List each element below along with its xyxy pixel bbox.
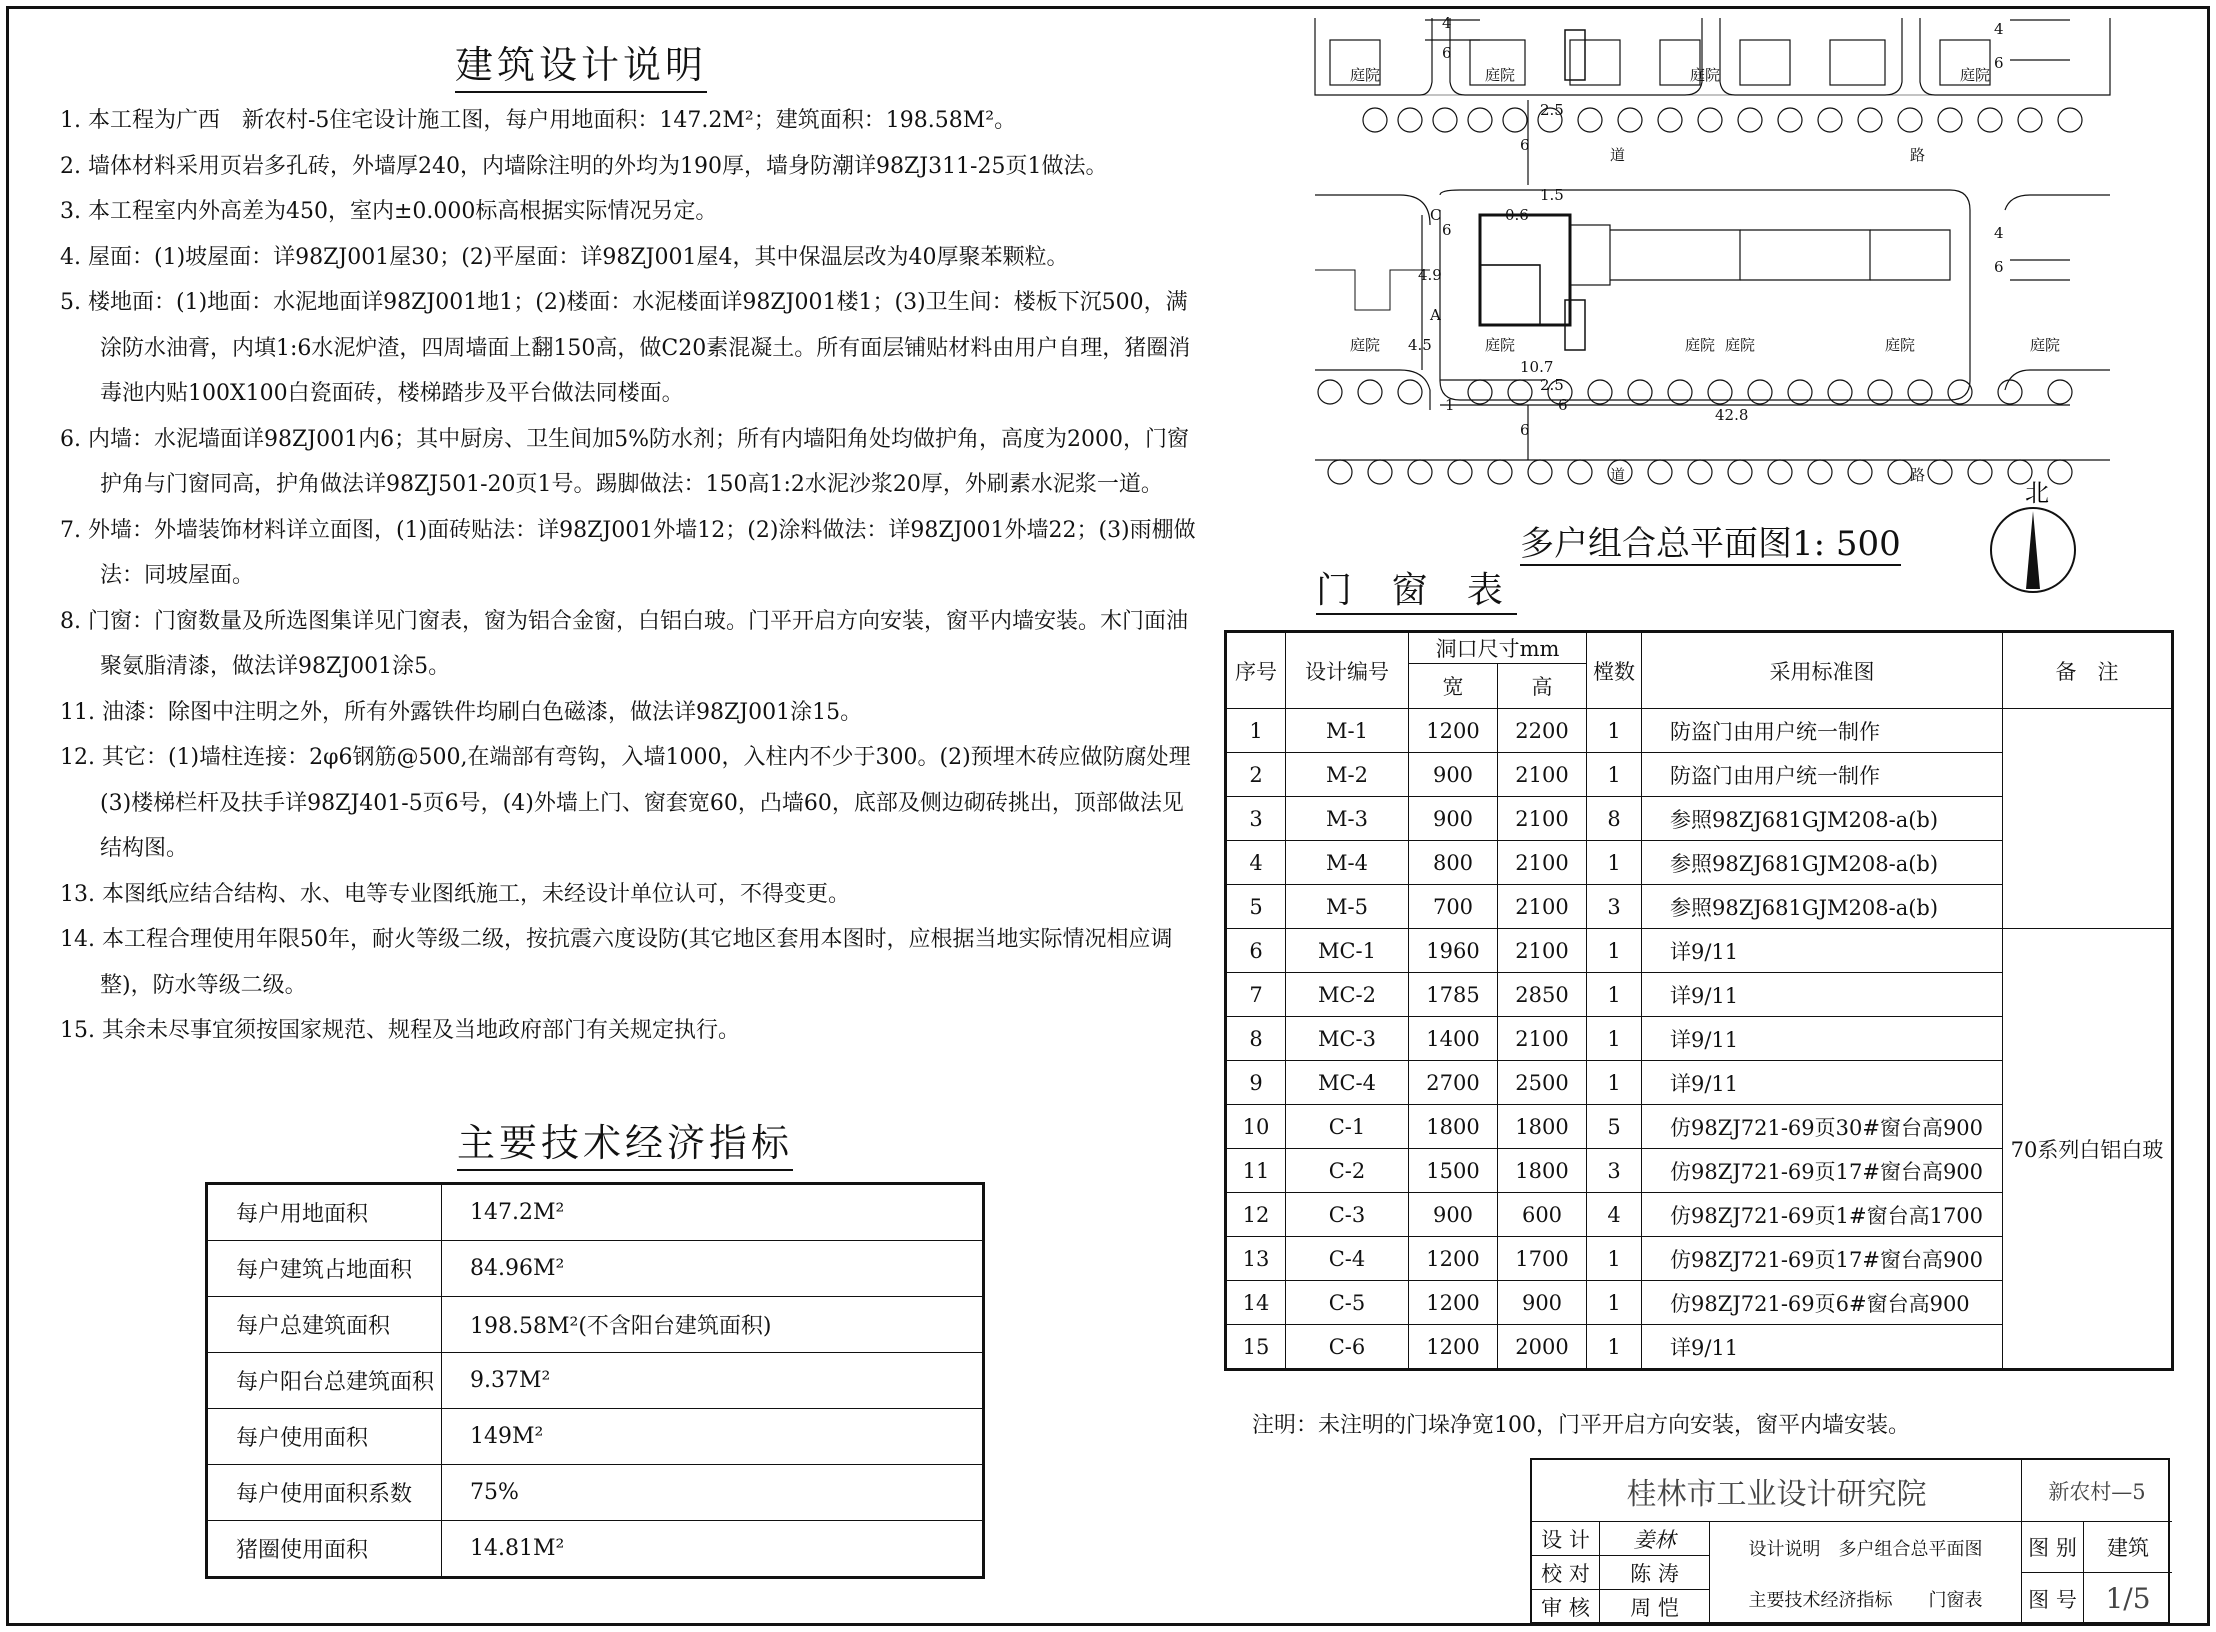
tree-icon <box>1938 108 1962 132</box>
standard-drawing: 详9/11 <box>1642 973 2003 1017</box>
count: 1 <box>1587 973 1642 1017</box>
dim-text: 42.8 <box>1715 406 1749 424</box>
design-code: C-1 <box>1286 1105 1409 1149</box>
count: 1 <box>1587 929 1642 973</box>
note-item: 15. 其余未尽事宜须按国家规范、规程及当地政府部门有关规定执行。 <box>60 1018 740 1043</box>
axis-1: 1 <box>1445 396 1455 414</box>
courtyard-label: 庭院 <box>1725 336 1756 354</box>
road-label: 道 <box>1610 146 1626 164</box>
dim-text: 6 <box>1442 221 1452 239</box>
indicator-name: 猪圈使用面积 <box>207 1521 442 1578</box>
site-plan-title: 多户组合总平面图1: 500 <box>1520 524 1901 564</box>
remark-window: 70系列白铝白玻 <box>2003 929 2173 1370</box>
opening-height: 2500 <box>1498 1061 1587 1105</box>
road-label: 路 <box>1910 466 1926 484</box>
opening-width: 1800 <box>1409 1105 1498 1149</box>
courtyard-label: 庭院 <box>1685 336 1716 354</box>
indicator-name: 每户使用面积 <box>207 1409 442 1465</box>
count: 1 <box>1587 753 1642 797</box>
standard-drawing: 详9/11 <box>1642 1061 2003 1105</box>
standard-drawing: 详9/11 <box>1642 1017 2003 1061</box>
header-code: 设计编号 <box>1286 632 1409 709</box>
table-row <box>207 1241 984 1297</box>
dim-text: 1.5 <box>1540 186 1564 204</box>
note-item: 12. 其它：(1)墙柱连接：2φ6钢筋@500,在端部有弯钩，入墙1000，入柱内不少于300。(2)预埋木砖应做防腐处理(3)楼梯栏杆及扶手详98ZJ401-5页6号，(4)外墙上门、窗套宽60，凸墙60，底部及侧边砌砖挑出，顶部做法见结构图。 <box>60 745 1191 861</box>
count: 3 <box>1587 885 1642 929</box>
dim-text: 6 <box>1994 258 2004 276</box>
courtyard-label: 庭院 <box>1690 66 1721 84</box>
dim-text: 4.5 <box>1408 336 1432 354</box>
title-block <box>1530 1458 2170 1624</box>
opening-height: 2100 <box>1498 753 1587 797</box>
tree-icon <box>1618 108 1642 132</box>
indicator-name: 每户用地面积 <box>207 1184 442 1241</box>
count: 5 <box>1587 1105 1642 1149</box>
note-item: 5. 楼地面：(1)地面：水泥地面详98ZJ001地1；(2)楼面：水泥楼面详98ZJ001楼1；(3)卫生间：楼板下沉500，满涂防水油膏，内填1:6水泥炉渣，四周墙面上翻150高，做C20素混凝土。所有面层铺贴材料由用户自理，猪圈消毒池内贴100X100白瓷面砖，楼梯踏步及平台做法同楼面。 <box>60 290 1191 406</box>
opening-width: 800 <box>1409 841 1498 885</box>
opening-width: 1200 <box>1409 1325 1498 1370</box>
designer-signature: 姜林 <box>1600 1522 1710 1556</box>
note-item: 13. 本图纸应结合结构、水、电等专业图纸施工，未经设计单位认可，不得变更。 <box>60 881 850 907</box>
design-notes-title: 建筑设计说明 <box>455 34 707 93</box>
number-label: 图 号 <box>2022 1573 2084 1624</box>
standard-drawing: 仿98ZJ721-69页1#窗台高1700 <box>1642 1193 2003 1237</box>
standard-drawing: 仿98ZJ721-69页30#窗台高900 <box>1642 1105 2003 1149</box>
note-item: 2. 墙体材料采用页岩多孔砖，外墙厚240，内墙除注明的外均为190厚，墙身防潮详98ZJ311-25页1做法。 <box>60 153 1108 179</box>
tree-icon <box>1468 108 1492 132</box>
count: 1 <box>1587 1237 1642 1281</box>
site-plan-drawing <box>1310 10 2120 484</box>
category-label: 图 别 <box>2022 1522 2084 1573</box>
note-item: 4. 屋面：(1)坡屋面：详98ZJ001屋30；(2)平屋面：详98ZJ001屋4，其中保温层改为40厚聚苯颗粒。 <box>60 244 1069 270</box>
opening-height: 600 <box>1498 1193 1587 1237</box>
north-label: 北 <box>2025 479 2049 507</box>
axis-6: 6 <box>1558 396 1568 414</box>
opening-height: 2100 <box>1498 841 1587 885</box>
table-row <box>207 1184 984 1241</box>
tree-icon <box>1998 380 2022 404</box>
design-code: MC-1 <box>1286 929 1409 973</box>
standard-drawing: 仿98ZJ721-69页17#窗台高900 <box>1642 1237 2003 1281</box>
checker-name: 陈 涛 <box>1600 1556 1710 1590</box>
opening-width: 2700 <box>1409 1061 1498 1105</box>
door-window-table <box>1224 630 2174 1371</box>
standard-drawing: 参照98ZJ681GJM208-a(b) <box>1642 841 2003 885</box>
count: 1 <box>1587 841 1642 885</box>
count: 1 <box>1587 1017 1642 1061</box>
header-remark: 备 注 <box>2003 632 2173 709</box>
role-check: 校 对 <box>1532 1556 1600 1590</box>
tree-icon <box>1778 108 1802 132</box>
note-item: 11. 油漆：除图中注明之外，所有外露铁件均刷白色磁漆，做法详98ZJ001涂15。 <box>60 699 863 725</box>
row-number: 2 <box>1226 753 1286 797</box>
table-row <box>207 1521 984 1578</box>
opening-height: 1800 <box>1498 1105 1587 1149</box>
table-row <box>1226 929 2173 973</box>
remark-cell <box>2003 709 2173 929</box>
tree-icon <box>1358 380 1382 404</box>
courtyard-label: 庭院 <box>1485 66 1516 84</box>
design-code: C-5 <box>1286 1281 1409 1325</box>
project-name: 新农村—5 <box>2022 1460 2172 1522</box>
tree-icon <box>1818 108 1842 132</box>
design-code: M-2 <box>1286 753 1409 797</box>
north-arrow-icon <box>1988 479 2078 595</box>
axis-a: A <box>1430 306 1441 324</box>
dim-text: 2.5 <box>1540 376 1564 394</box>
opening-width: 1200 <box>1409 1281 1498 1325</box>
opening-width: 900 <box>1409 1193 1498 1237</box>
tree-icon <box>1363 108 1387 132</box>
opening-width: 1200 <box>1409 709 1498 753</box>
header-seq: 序号 <box>1226 632 1286 709</box>
row-number: 5 <box>1226 885 1286 929</box>
table-row <box>207 1297 984 1353</box>
design-code: C-2 <box>1286 1149 1409 1193</box>
courtyard-label: 庭院 <box>1350 336 1381 354</box>
tree-icon <box>1318 380 1342 404</box>
design-code: MC-2 <box>1286 973 1409 1017</box>
dim-text: 0.6 <box>1505 206 1529 224</box>
opening-width: 1960 <box>1409 929 1498 973</box>
indicator-name: 每户建筑占地面积 <box>207 1241 442 1297</box>
count: 1 <box>1587 1325 1642 1370</box>
row-number: 1 <box>1226 709 1286 753</box>
opening-height: 2100 <box>1498 1017 1587 1061</box>
indicator-value: 9.37M² <box>442 1353 984 1409</box>
row-number: 12 <box>1226 1193 1286 1237</box>
dim-text: 6 <box>1994 54 2004 72</box>
design-code: C-3 <box>1286 1193 1409 1237</box>
indicator-value: 14.81M² <box>442 1521 984 1578</box>
standard-drawing: 参照98ZJ681GJM208-a(b) <box>1642 885 2003 929</box>
row-number: 7 <box>1226 973 1286 1017</box>
count: 8 <box>1587 797 1642 841</box>
standard-drawing: 参照98ZJ681GJM208-a(b) <box>1642 797 2003 841</box>
number-value: 1/5 <box>2105 1582 2151 1615</box>
content-line-1: 设计说明 多户组合总平面图 <box>1710 1522 2022 1573</box>
note-item: 8. 门窗：门窗数量及所选图集详见门窗表，窗为铝合金窗，白铝白玻。门平开启方向安装，窗平内墙安装。木门面油聚氨脂清漆，做法详98ZJ001涂5。 <box>60 608 1188 679</box>
courtyard-label: 庭院 <box>1485 336 1516 354</box>
count: 3 <box>1587 1149 1642 1193</box>
tree-icon <box>1738 108 1762 132</box>
tree-icon <box>1398 380 1422 404</box>
opening-height: 2100 <box>1498 797 1587 841</box>
dim-text: 10.7 <box>1520 358 1554 376</box>
row-number: 3 <box>1226 797 1286 841</box>
indicator-value: 84.96M² <box>442 1241 984 1297</box>
opening-width: 900 <box>1409 753 1498 797</box>
opening-height: 2000 <box>1498 1325 1587 1370</box>
note-item: 7. 外墙：外墙装饰材料详立面图，(1)面砖贴法：详98ZJ001外墙12；(2)涂料做法：详98ZJ001外墙22；(3)雨棚做法：同坡屋面。 <box>60 517 1196 588</box>
row-number: 4 <box>1226 841 1286 885</box>
opening-height: 900 <box>1498 1281 1587 1325</box>
dim-text: 4 <box>1442 14 1452 32</box>
note-item: 14. 本工程合理使用年限50年，耐火等级二级，按抗震六度设防(其它地区套用本图时，应根据当地实际情况相应调整)，防水等级二级。 <box>60 927 1173 998</box>
row-number: 14 <box>1226 1281 1286 1325</box>
road-label: 道 <box>1610 466 1626 484</box>
opening-height: 2100 <box>1498 929 1587 973</box>
dim-text: 2.5 <box>1540 101 1564 119</box>
count: 1 <box>1587 1061 1642 1105</box>
role-design: 设 计 <box>1532 1522 1600 1556</box>
tree-icon <box>1658 108 1682 132</box>
header-std: 采用标准图 <box>1642 632 2003 709</box>
design-code: M-1 <box>1286 709 1409 753</box>
opening-height: 2850 <box>1498 973 1587 1017</box>
indicator-value: 147.2M² <box>442 1184 984 1241</box>
door-window-note: 注明：未注明的门垛净宽100，门平开启方向安装，窗平内墙安装。 <box>1252 1413 1910 1438</box>
dim-text: 6 <box>1520 421 1530 439</box>
indicator-name: 每户总建筑面积 <box>207 1297 442 1353</box>
tree-icon <box>2048 380 2072 404</box>
design-notes-list <box>60 98 1200 1054</box>
opening-width: 900 <box>1409 797 1498 841</box>
reviewer-name: 周 恺 <box>1600 1590 1710 1624</box>
row-number: 11 <box>1226 1149 1286 1193</box>
institute-name: 桂林市工业设计研究院 <box>1532 1460 2022 1522</box>
opening-height: 1800 <box>1498 1149 1587 1193</box>
row-number: 15 <box>1226 1325 1286 1370</box>
tree-icon <box>1578 108 1602 132</box>
standard-drawing: 仿98ZJ721-69页17#窗台高900 <box>1642 1149 2003 1193</box>
door-window-title: 门 窗 表 <box>1316 562 1517 615</box>
row-number: 13 <box>1226 1237 1286 1281</box>
design-code: MC-4 <box>1286 1061 1409 1105</box>
row-number: 10 <box>1226 1105 1286 1149</box>
tree-icon <box>2018 108 2042 132</box>
opening-height: 2200 <box>1498 709 1587 753</box>
courtyard-label: 庭院 <box>2030 336 2061 354</box>
tree-icon <box>1398 108 1422 132</box>
tree-icon <box>1858 108 1882 132</box>
row-number: 6 <box>1226 929 1286 973</box>
tree-icon <box>1503 108 1527 132</box>
category-value: 建筑 <box>2084 1522 2172 1573</box>
indicator-name: 每户阳台总建筑面积 <box>207 1353 442 1409</box>
tree-icon <box>1433 108 1457 132</box>
opening-width: 700 <box>1409 885 1498 929</box>
row-number: 9 <box>1226 1061 1286 1105</box>
header-count: 樘数 <box>1587 632 1642 709</box>
dim-text: 6 <box>1520 136 1530 154</box>
table-row <box>1226 709 2173 753</box>
table-row <box>207 1465 984 1521</box>
tree-icon <box>2058 108 2082 132</box>
role-review: 审 核 <box>1532 1590 1600 1624</box>
standard-drawing: 防盗门由用户统一制作 <box>1642 753 2003 797</box>
design-code: M-4 <box>1286 841 1409 885</box>
opening-width: 1785 <box>1409 973 1498 1017</box>
table-row <box>207 1353 984 1409</box>
road-label: 路 <box>1910 146 1926 164</box>
design-code: C-6 <box>1286 1325 1409 1370</box>
design-code: MC-3 <box>1286 1017 1409 1061</box>
count: 1 <box>1587 1281 1642 1325</box>
dim-text: 4.9 <box>1418 266 1442 284</box>
content-line-2: 主要技术经济指标 门窗表 <box>1710 1573 2022 1624</box>
tree-icon <box>1978 108 2002 132</box>
tree-icon <box>1698 108 1722 132</box>
opening-height: 1700 <box>1498 1237 1587 1281</box>
header-size: 洞口尺寸mm <box>1409 632 1587 664</box>
opening-width: 1200 <box>1409 1237 1498 1281</box>
indicator-value: 149M² <box>442 1409 984 1465</box>
dim-text: 4 <box>1994 224 2004 242</box>
header-height: 高 <box>1498 664 1587 709</box>
note-item: 3. 本工程室内外高差为450，室内±0.000标高根据实际情况另定。 <box>60 199 718 224</box>
indicator-value: 75% <box>442 1465 984 1521</box>
row-number: 8 <box>1226 1017 1286 1061</box>
opening-height: 2100 <box>1498 885 1587 929</box>
count: 4 <box>1587 1193 1642 1237</box>
opening-width: 1500 <box>1409 1149 1498 1193</box>
standard-drawing: 防盗门由用户统一制作 <box>1642 709 2003 753</box>
design-code: M-3 <box>1286 797 1409 841</box>
tree-icon <box>1948 380 1972 404</box>
table-row <box>207 1409 984 1465</box>
count: 1 <box>1587 709 1642 753</box>
note-item: 1. 本工程为广西 新农村-5住宅设计施工图，每户用地面积：147.2M²；建筑面积：198.58M²。 <box>60 108 1017 133</box>
tree-icon <box>1898 108 1922 132</box>
courtyard-label: 庭院 <box>1350 66 1381 84</box>
courtyard-label: 庭院 <box>1885 336 1916 354</box>
design-code: M-5 <box>1286 885 1409 929</box>
economics-table <box>205 1182 985 1579</box>
design-code: C-4 <box>1286 1237 1409 1281</box>
standard-drawing: 仿98ZJ721-69页6#窗台高900 <box>1642 1281 2003 1325</box>
indicator-name: 每户使用面积系数 <box>207 1465 442 1521</box>
opening-width: 1400 <box>1409 1017 1498 1061</box>
note-item: 6. 内墙：水泥墙面详98ZJ001内6；其中厨房、卫生间加5%防水剂；所有内墙阳角处均做护角，高度为2000，门窗护角与门窗同高，护角做法详98ZJ501-20页1号。踢脚做法：150高1:2水泥沙浆20厚，外刷素水泥浆一道。 <box>60 426 1189 497</box>
courtyard-label: 庭院 <box>1960 66 1991 84</box>
dim-text: 6 <box>1442 44 1452 62</box>
standard-drawing: 详9/11 <box>1642 929 2003 973</box>
axis-c: C <box>1430 206 1442 224</box>
dim-text: 4 <box>1994 20 2004 38</box>
header-width: 宽 <box>1409 664 1498 709</box>
economics-title: 主要技术经济指标 <box>457 1112 793 1171</box>
standard-drawing: 详9/11 <box>1642 1325 2003 1370</box>
indicator-value: 198.58M²(不含阳台建筑面积) <box>442 1297 984 1353</box>
